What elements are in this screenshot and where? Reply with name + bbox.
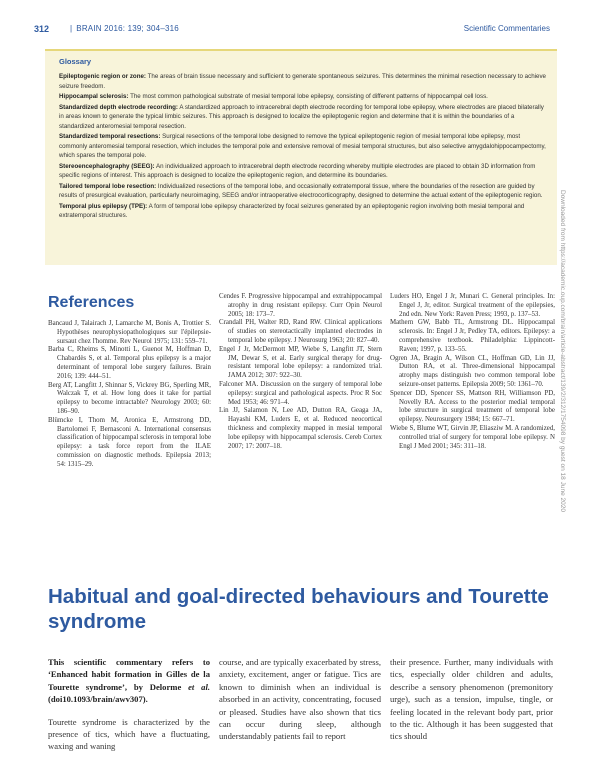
glossary-definition: A form of temporal lobe epilepsy characterized by focal seizures generated by an epileptogenic region involving both mesial temporal and extratemporal structures. (59, 202, 525, 219)
reference-item: Spencer DD, Spencer SS, Mattson RH, Williamson PD, Novelly RA. Access to the posterior medial temporal lobe structure in surgical treatment of temporal lobe epilepsy. Neurosurgery 1984; 15: 667–71. (390, 389, 555, 424)
download-note: Downloaded from https://academic.oup.com/brain/article-abstract/139/2/312/1754098 by guest on 18 June 2020 (559, 190, 566, 512)
body-column-2 (219, 656, 381, 743)
glossary-term: Standardized depth electrode recording: (59, 103, 178, 111)
glossary-title: Glossary (59, 57, 92, 66)
reference-item: Engel J Jr, McDermott MP, Wiebe S, Langfitt JT, Stern JM, Dewar S, et al. Early surgical therapy for drug-resistant temporal lobe epilepsy: a randomized trial. JAMA 2012; 307: 922–30. (219, 345, 382, 380)
glossary-term: Epileptogenic region or zone: (59, 73, 146, 80)
body-paragraph: Tourette syndrome is characterized by the presence of tics, which have a fluctuating, waxing and waning (48, 716, 210, 752)
article-title: Habitual and goal-directed behaviours and Tourette syndrome (48, 585, 549, 633)
glossary-definition: Individualized resections of the temporal lobe, and occasionally extratemporal tissue, where the boundaries of the resection are guided by results of presurgical evaluation, particularly neuroimaging, SEEG and/or intraoperative electrocorticography, designed to determine the actual extent of the epileptogenic region. (59, 182, 543, 199)
page-header (0, 18, 600, 40)
glossary-entry (59, 92, 547, 102)
glossary-box (45, 49, 557, 265)
intro-doi: (doi10.1093/brain/awv307). (48, 694, 148, 705)
glossary-entry (59, 182, 547, 201)
intro-text: This scientific commentary refers to ‘Enhanced habit formation in Gilles de la Tourette syndrome’, by Delorme (48, 657, 210, 692)
reference-item: Luders HO, Engel J Jr, Munari C. General principles. In: Engel J, Jr, editor. Surgical treatment of the epilepsies, 2nd edn. New York: Raven Press; 1993, p. 137–53. (390, 293, 555, 318)
references-column-3 (390, 293, 555, 451)
glossary-term: Tailored temporal lobe resection: (59, 182, 157, 190)
glossary-term: Stereoencephalography (SEEG): (59, 162, 155, 170)
references-column-2 (219, 293, 382, 451)
glossary-entry (59, 202, 547, 221)
glossary-entry (59, 103, 547, 132)
reference-item: Ogren JA, Bragin A, Wilson CL, Hoffman GD, Lin JJ, Dutton RA, et al. Three-dimensional hippocampal atrophy maps distinguish two common temporal lobe seizure-onset patterns. Epilepsia 2009; 50: 1361–70. (390, 354, 555, 388)
reference-item: Bancaud J, Talairach J, Lamarche M, Bonis A, Trottier S. Hypothèses neurophysiopathologiques sur l'épilepsie-sursaut chez l'homme. Rev Neurol 1975; 131: 559–71. (48, 320, 211, 345)
glossary-term: Temporal plus epilepsy (TPE): (59, 202, 148, 210)
reference-item: Crandall PH, Walter RD, Rand RW. Clinical applications of studies on stereotactically implanted electrodes in temporal lobe epilepsy. J Neurosurg 1963; 20: 827–40. (219, 319, 382, 344)
glossary-term: Standardized temporal resections: (59, 133, 161, 140)
reference-item: Wiebe S, Blume WT, Girvin JP, Eliasziw M. A randomized, controlled trial of surgery for temporal lobe epilepsy. N Engl J Med 2001; 345: 311–18. (390, 424, 555, 450)
body-paragraph: course, and are typically exacerbated by stress, anxiety, excitement, anger or fatigue. Tics are known to diminish when an individual is absorbed in an activity, concentrating, focused or pleased. Studies have also shown that tics can occur during sleep, although understandably patients fail to report (219, 657, 381, 742)
glossary-entry (59, 162, 547, 181)
journal-text: BRAIN 2016: 139; 304–316 (76, 24, 179, 33)
glossary-definition: The most common pathological substrate of mesial temporal lobe epilepsy, consisting of different patterns of hippocampal cell loss. (130, 93, 488, 100)
page-number: 312 (34, 24, 50, 34)
body-column-3 (390, 656, 553, 743)
reference-item: Blümcke I, Thom M, Aronica E, Armstrong DD, Bartolomei F, Bernasconi A. International consensus classification of hippocampal sclerosis in temporal lobe epilepsy: a task force report from the ILAE commission on diagnostic methods. Epilepsia 2013; 54: 1315–29. (48, 416, 211, 468)
glossary-entry (59, 132, 547, 161)
references-column-1 (48, 320, 211, 470)
glossary-definition: A standardized approach to intracerebral depth electrode recording for temporal lobe epilepsy, where electrodes are placed bilaterally in areas known to generate the typical limbic seizures. This approach is designed to localize the epileptogenic region and determine that it is within the boundaries of a standardized anteromesial temporal resection. (59, 103, 544, 130)
glossary-definition: Surgical resections of the temporal lobe designed to remove the typical epileptogenic region of mesial temporal lobe epilepsy, most commonly anteromesial temporal resection, which includes the temporal pole and extensive removal of mesial temporal structures, but also selective amygdalohippocampectomy, which spares the temporal pole. (59, 133, 546, 159)
body-column-1 (48, 656, 210, 753)
reference-item: Cendes F. Progressive hippocampal and extrahippocampal atrophy in drug resistant epilepsy. Curr Opin Neurol 2005; 18: 173–7. (219, 293, 382, 318)
reference-item: Berg AT, Langfitt J, Shinnar S, Vickrey BG, Sperling MR, Walczak T, et al. How long does it take for partial epilepsy to become intractable? Neurology 2003; 60: 186–90. (48, 381, 211, 415)
journal-citation: | BRAIN 2016: 139; 304–316 (70, 24, 179, 33)
intro-etal: et al. (188, 681, 210, 692)
references-heading: References (48, 294, 135, 311)
glossary-term: Hippocampal sclerosis: (59, 93, 129, 100)
body-paragraph: their presence. Further, many individuals with tics, especially older children and adults, describe a sensory phenomenon (premonitory urge), such as a tension, impulse, tingle, or feeling located in the relevant body part, prior to the tic. Although it has been suggested that tics should (390, 657, 553, 742)
glossary-entry (59, 72, 547, 91)
reference-item: Barba C, Rheims S, Minotti L, Guenot M, Hoffman D, Chabardès S, et al. Temporal plus epilepsy is a major determinant of temporal lobe surgery failures. Brain 2016; 139: 444–51. (48, 346, 211, 380)
glossary-definition: The areas of brain tissue necessary and sufficient to generate spontaneous seizures. This determines the minimal resection necessary to achieve seizure freedom. (59, 73, 546, 90)
reference-item: Falconer MA. Discussion on the surgery of temporal lobe epilepsy: surgical and pathological aspects. Proc R Soc Med 1953; 46: 971–4. (219, 380, 382, 406)
glossary-definition: An individualized approach to intracerebral depth electrode recording whereby multiple electrodes are placed to obtain 3D information from specific regions of interest. This approach is designed to localize the epileptogenic region, and determine its boundaries. (59, 162, 536, 179)
reference-item: Lin JJ, Salamon N, Lee AD, Dutton RA, Geaga JA, Hayashi KM, Luders E, et al. Reduced neocortical thickness and complexity mapped in mesial temporal lobe epilepsy with hippocampal sclerosis. Cereb Cortex 2007; 17: 2007–18. (219, 407, 382, 450)
article-intro (48, 656, 210, 706)
reference-item: Mathern GW, Babb TL, Armstrong DL. Hippocampal sclerosis. In: Engel J Jr, Pedley TA, editors. Epilepsy: a comprehensive textbook. Philadelphia: Lippincott-Raven; 1997, p. 133–55. (390, 319, 555, 353)
section-label: Scientific Commentaries (463, 24, 550, 33)
